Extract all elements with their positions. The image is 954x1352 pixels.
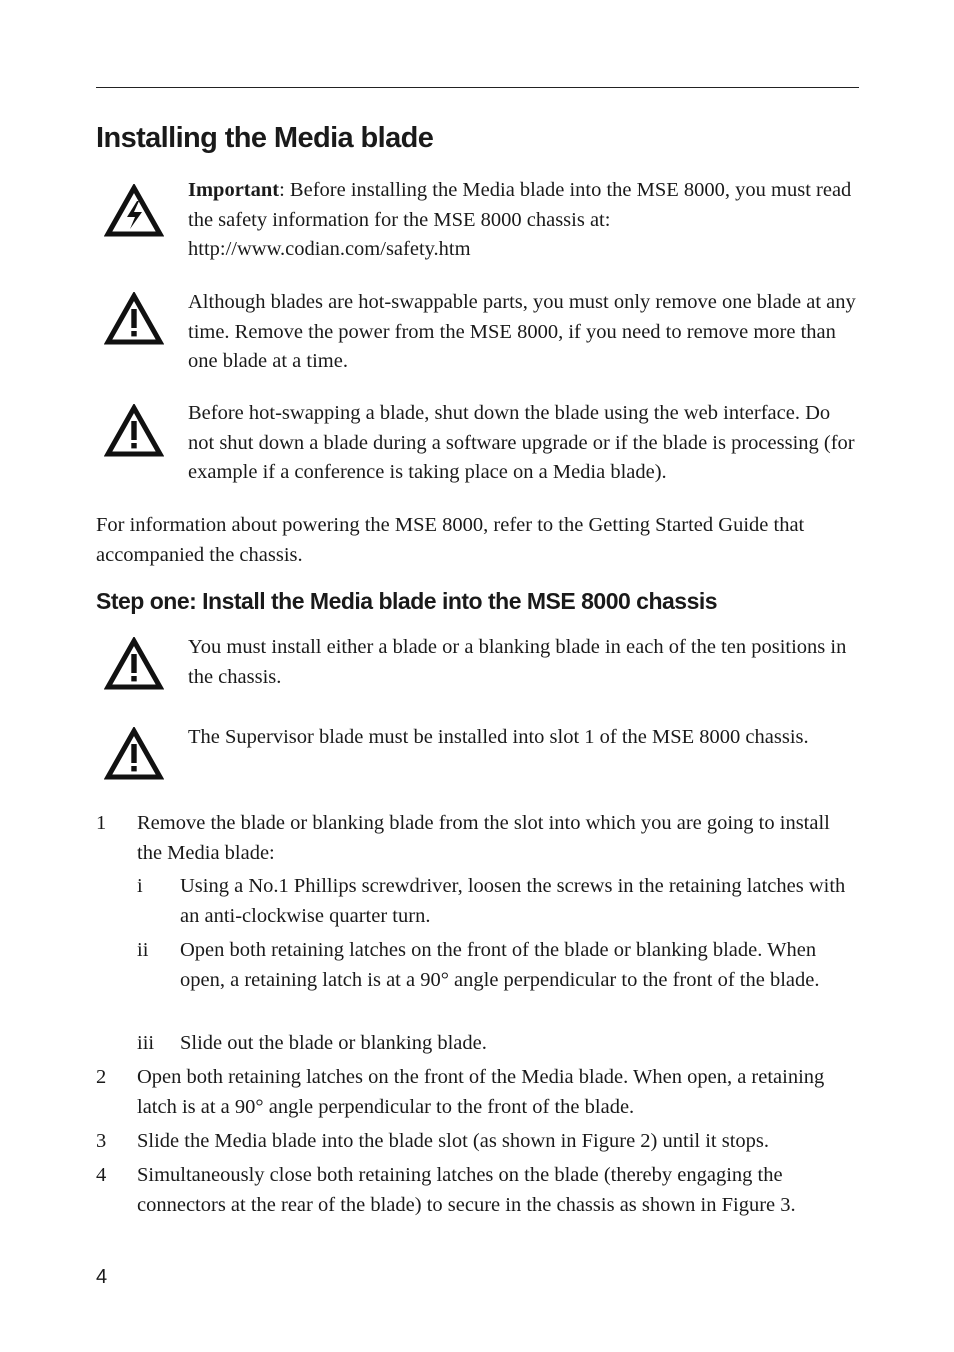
important-body: : Before installing the Media blade into the MSE 8000, you must read the safety information for the MSE 8000 chassis at: http://www.codian.com/safety.htm [188, 179, 852, 260]
important-label: Important [188, 179, 280, 201]
section-heading: Step one: Install the Media blade into the MSE 8000 chassis [96, 588, 718, 614]
warning-icon [104, 637, 164, 691]
step-number: 4 [96, 1164, 107, 1186]
important-note-text [188, 176, 856, 265]
substep-number: iii [137, 1032, 155, 1054]
substep-number: i [137, 875, 143, 897]
step-text: Simultaneously close both retaining latches on the blade (thereby engaging the connectors at the rear of the blade) to secure in the chassis as shown in Figure 3. [137, 1164, 796, 1216]
step-number: 1 [96, 812, 107, 834]
page-heading: Installing the Media blade [96, 122, 434, 154]
intro-paragraph: For information about powering the MSE 8000, refer to the Getting Started Guide that accompanied the chassis. [96, 514, 805, 566]
substep-text: Open both retaining latches on the front of the blade or blanking blade. When open, a retaining latch is at a 90° angle perpendicular to the front of the blade. [180, 939, 820, 991]
hot-swap-note-text: Although blades are hot-swappable parts, you must only remove one blade at any time. Remove the power from the MSE 8000, if you need to remove more than one blade at a time. [188, 291, 856, 372]
electrical-hazard-icon [104, 184, 164, 238]
substep-text: Slide out the blade or blanking blade. [180, 1032, 487, 1054]
warning-icon [104, 292, 164, 346]
supervisor-note-text: The Supervisor blade must be installed into slot 1 of the MSE 8000 chassis. [188, 726, 809, 748]
warning-icon [104, 727, 164, 781]
step-text: Remove the blade or blanking blade from the slot into which you are going to install the Media blade: [137, 812, 830, 864]
substep-text: Using a No.1 Phillips screwdriver, loosen the screws in the retaining latches with an anti-clockwise quarter turn. [180, 875, 846, 927]
step-number: 3 [96, 1130, 107, 1152]
substep-number: ii [137, 939, 149, 961]
shutdown-note-text: Before hot-swapping a blade, shut down the blade using the web interface. Do not shut down a blade during a software upgrade or if the blade is processing (for example if a conference is taking place on a Media blade). [188, 402, 855, 483]
page-number: 4 [96, 1266, 108, 1288]
blanking-blade-note-text: You must install either a blade or a blanking blade in each of the ten positions in the chassis. [188, 636, 847, 688]
step-text: Open both retaining latches on the front of the Media blade. When open, a retaining latch is at a 90° angle perpendicular to the front of the blade. [137, 1066, 825, 1118]
warning-icon [104, 404, 164, 458]
step-number: 2 [96, 1066, 107, 1088]
header-rule [96, 87, 859, 88]
step-text: Slide the Media blade into the blade slot (as shown in Figure 2) until it stops. [137, 1130, 770, 1152]
